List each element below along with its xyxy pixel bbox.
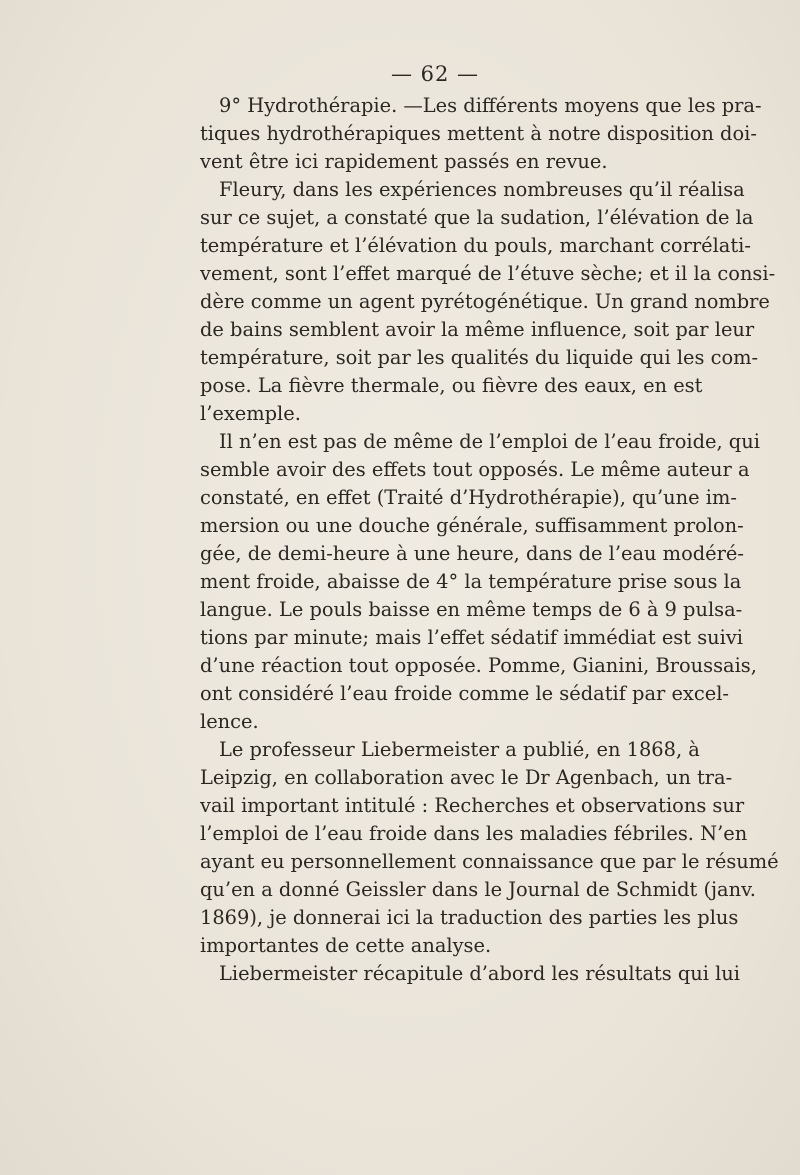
text-line: Le professeur Liebermeister a publié, en 1868, à — [219, 738, 700, 761]
text-line: température, soit par les qualités du liquide qui les com- — [200, 346, 759, 369]
text-line: vement, sont l’effet marqué de l’étuve sèche; et il la consi- — [200, 262, 776, 285]
text-line: ment froide, abaisse de 4° la température prise sous la — [200, 570, 742, 593]
text-line: vent être ici rapidement passés en revue. — [200, 150, 608, 173]
text-line: 9° Hydrothérapie. —Les différents moyens que les pra- — [219, 94, 762, 117]
text-line: dère comme un agent pyrétogénétique. Un grand nombre — [200, 290, 770, 313]
body-text — [200, 92, 779, 988]
text-line: sur ce sujet, a constaté que la sudation, l’élévation de la — [200, 206, 754, 229]
text-line: d’une réaction tout opposée. Pomme, Gianini, Broussais, — [200, 654, 757, 677]
text-line: pose. La fièvre thermale, ou fièvre des eaux, en est — [200, 374, 703, 397]
text-line: importantes de cette analyse. — [200, 934, 492, 957]
text-line: qu’en a donné Geissler dans le Journal de Schmidt (janv. — [200, 878, 756, 901]
paragraph-eau-froide — [200, 428, 760, 736]
text-line: constaté, en effet (Traité d’Hydrothérapie), qu’une im- — [200, 486, 737, 509]
text-line: 1869), je donnerai ici la traduction des parties les plus — [200, 906, 739, 929]
paragraph-fleury — [200, 176, 776, 428]
text-line: Il n’en est pas de même de l’emploi de l’eau froide, qui — [219, 430, 760, 453]
text-line: semble avoir des effets tout opposés. Le même auteur a — [200, 458, 750, 481]
paragraph-liebermeister — [200, 736, 779, 960]
text-line: ayant eu personnellement connaissance que par le résumé — [200, 850, 779, 873]
text-line: ont considéré l’eau froide comme le sédatif par excel- — [200, 682, 729, 705]
paragraph-recapitule — [200, 960, 740, 988]
text-line: vail important intitulé : Recherches et observations sur — [200, 794, 745, 817]
text-line: tiques hydrothérapiques mettent à notre disposition doi- — [200, 122, 757, 145]
paragraph-hydrotherapie — [200, 92, 762, 176]
text-line: de bains semblent avoir la même influence, soit par leur — [200, 318, 755, 341]
page-number: — 62 — — [390, 62, 480, 86]
text-line: l’emploi de l’eau froide dans les maladies fébriles. N’en — [200, 822, 748, 845]
text-line: Leipzig, en collaboration avec le Dr Agenbach, un tra- — [200, 766, 733, 789]
text-line: mersion ou une douche générale, suffisamment prolon- — [200, 514, 744, 537]
text-line: gée, de demi-heure à une heure, dans de l’eau modéré- — [200, 542, 744, 565]
text-line: langue. Le pouls baisse en même temps de 6 à 9 pulsa- — [200, 598, 743, 621]
text-line: Fleury, dans les expériences nombreuses qu’il réalisa — [219, 178, 745, 201]
text-line: tions par minute; mais l’effet sédatif immédiat est suivi — [200, 626, 744, 649]
text-line: l’exemple. — [200, 402, 301, 425]
text-line: Liebermeister récapitule d’abord les résultats qui lui — [219, 962, 740, 985]
text-line: lence. — [200, 710, 259, 733]
text-line: température et l’élévation du pouls, marchant corrélati- — [200, 234, 751, 257]
